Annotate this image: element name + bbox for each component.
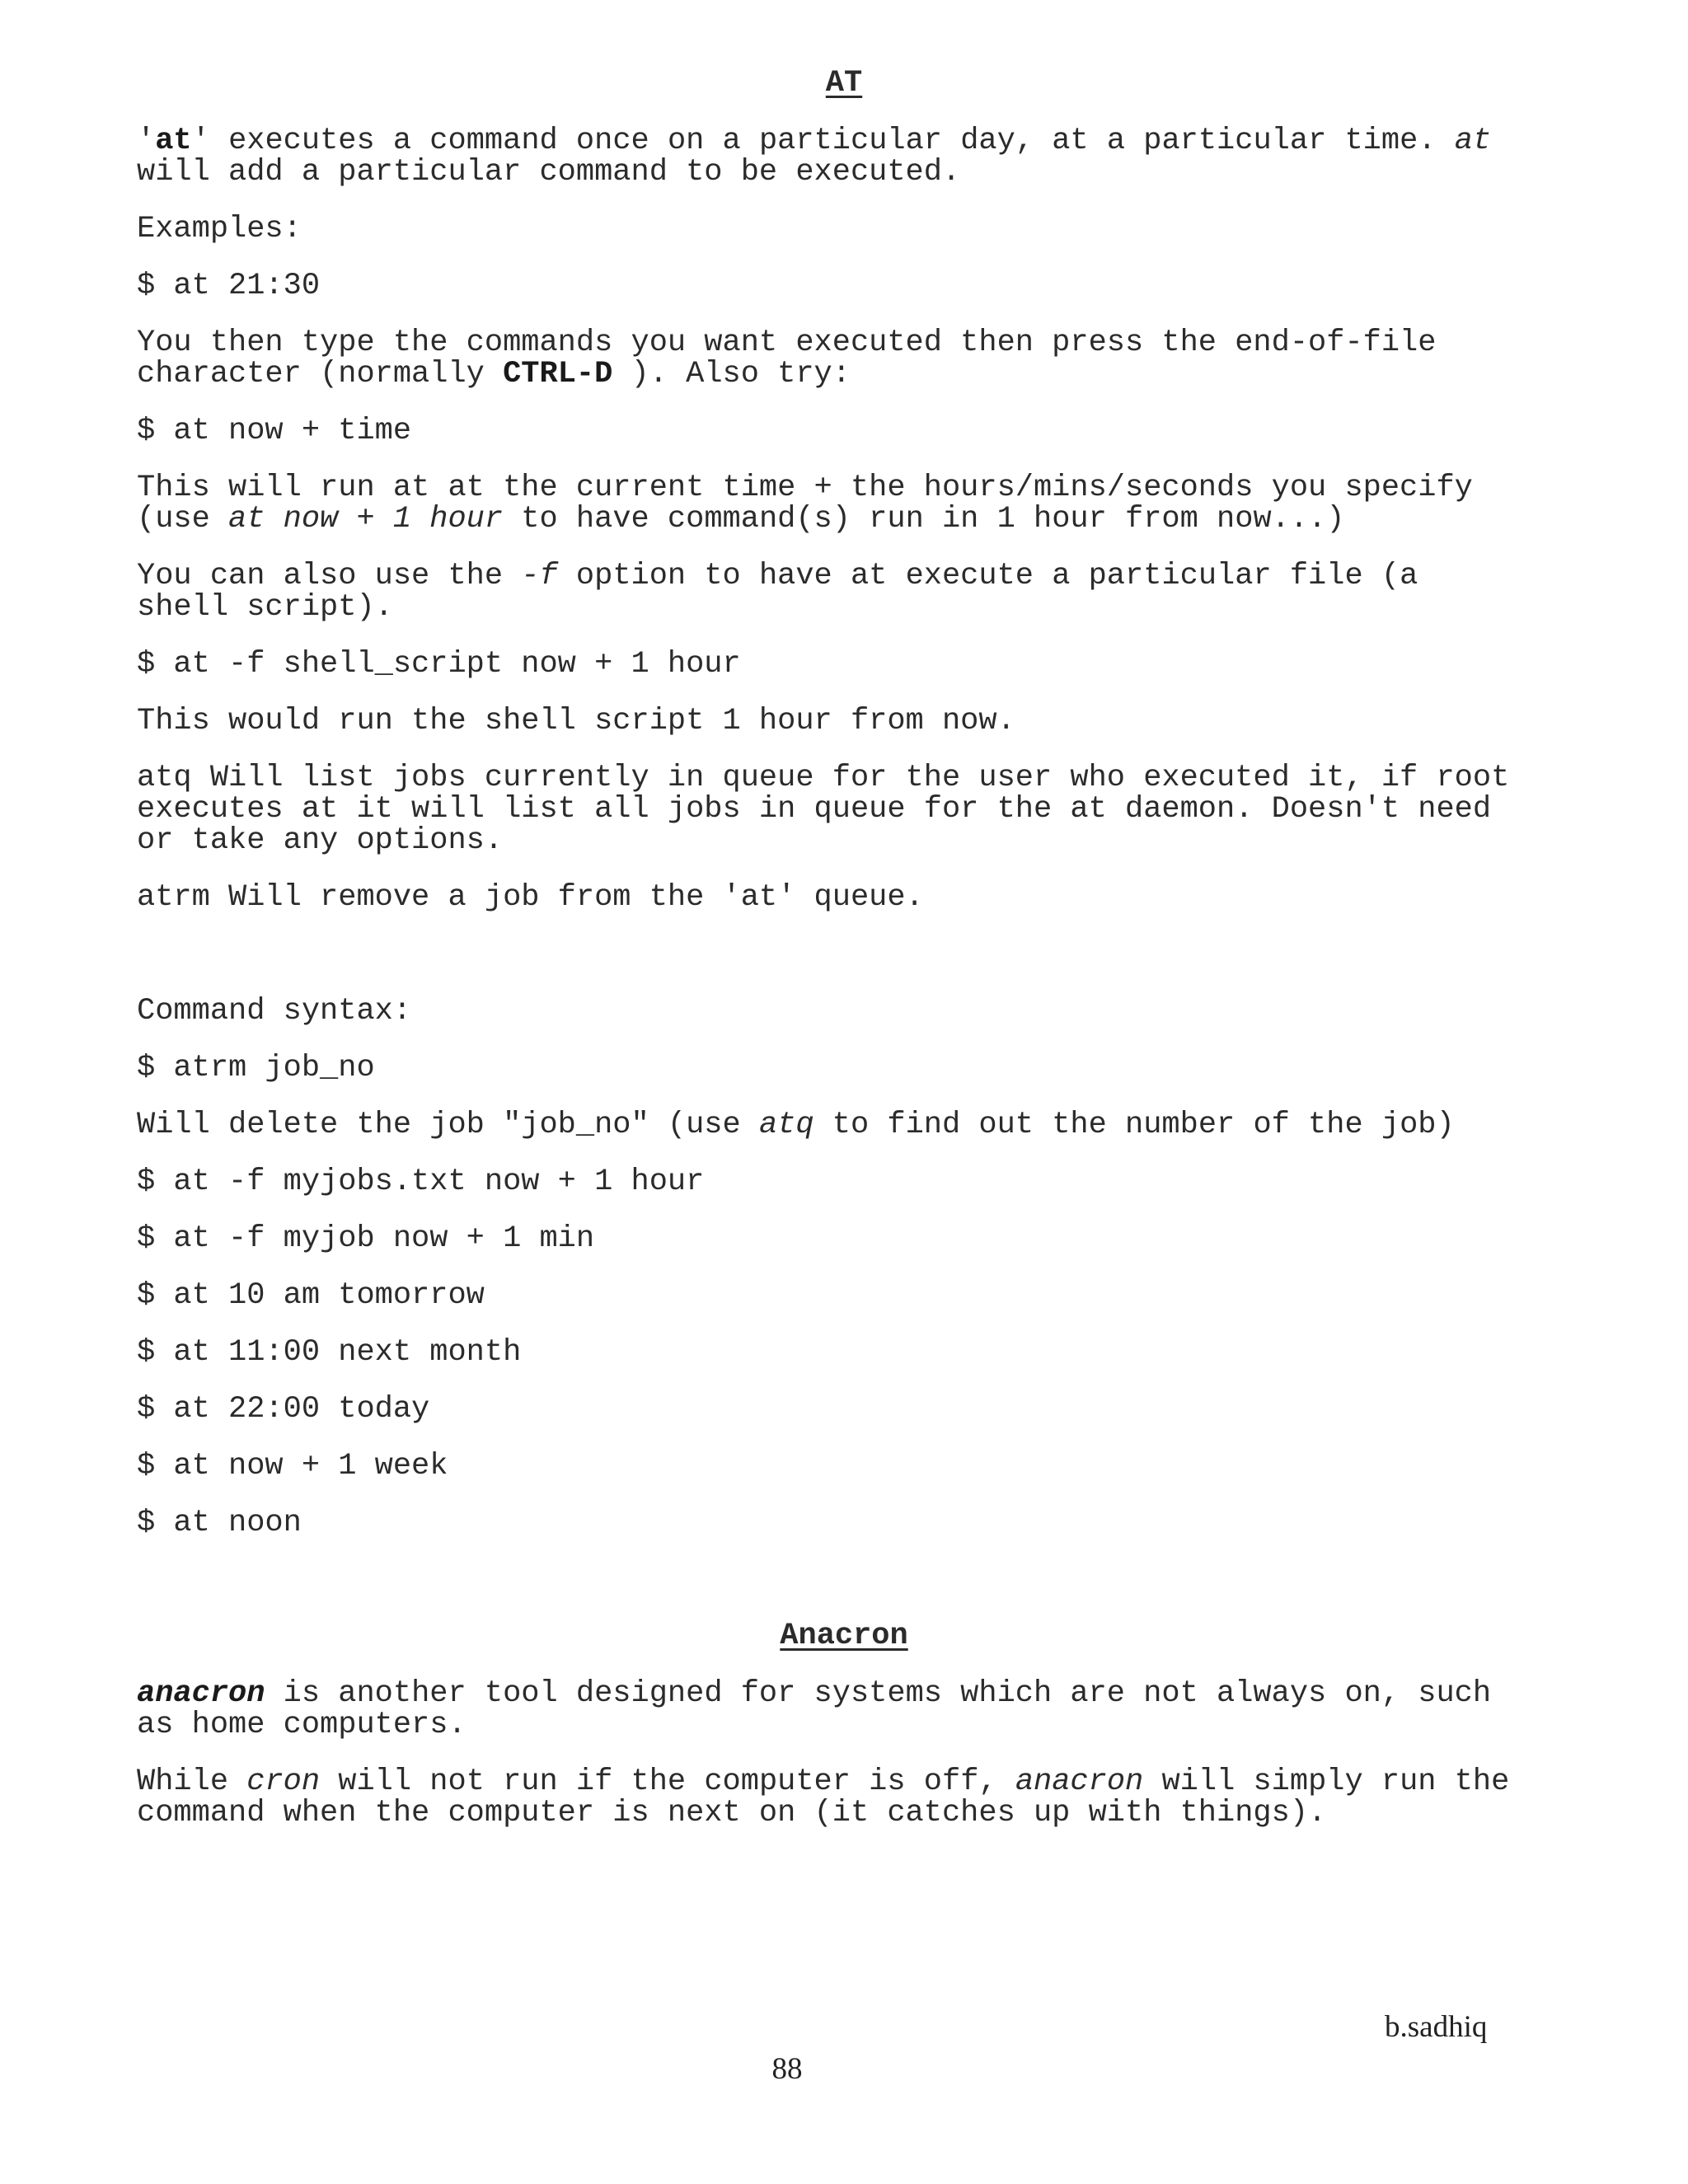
paragraph-line: atrm Will remove a job from the 'at' queue. xyxy=(137,880,924,915)
example-command: $ at noon xyxy=(137,1506,302,1540)
example-command: $ at -f shell_script now + 1 hour xyxy=(137,647,741,682)
ctrl-d-bold: CTRL-D xyxy=(503,357,613,391)
paragraph-line: executes at it will list all jobs in queue for the at daemon. Doesn't need xyxy=(137,792,1492,827)
page-number: 88 xyxy=(771,2052,803,2086)
paragraph-line: as home computers. xyxy=(137,1708,467,1742)
section-title-anacron: Anacron xyxy=(780,1619,908,1653)
example-command: $ at 21:30 xyxy=(137,269,321,303)
example-command: $ at 22:00 today xyxy=(137,1392,430,1427)
author-name: b.sadhiq xyxy=(1385,2010,1488,2044)
example-command: $ at 10 am tomorrow xyxy=(137,1278,485,1313)
at-command-bold: at xyxy=(155,124,192,158)
paragraph-line: atq Will list jobs currently in queue for the user who executed it, if root xyxy=(137,761,1510,795)
example-command: $ at 11:00 next month xyxy=(137,1335,522,1370)
paragraph-line: You then type the commands you want executed then press the end-of-file xyxy=(137,326,1437,360)
syntax-label: Command syntax: xyxy=(137,994,412,1029)
at-intro-line-2: will add a particular command to be executed. xyxy=(137,155,961,190)
paragraph-line: or take any options. xyxy=(137,823,504,858)
paragraph-line: shell script). xyxy=(137,590,393,625)
example-command: $ atrm job_no xyxy=(137,1051,375,1085)
paragraph-line: character (normally CTRL-D ). Also try: xyxy=(137,357,851,391)
paragraph-line: anacron is another tool designed for systems which are not always on, such xyxy=(137,1676,1492,1711)
paragraph-line: This will run at at the current time + the hours/mins/seconds you specify xyxy=(137,471,1473,505)
paragraph-line: Will delete the job "job_no" (use atq to find out the number of the job) xyxy=(137,1108,1455,1142)
paragraph-line: You can also use the -f option to have at execute a particular file (a xyxy=(137,559,1418,593)
example-command: $ at -f myjob now + 1 min xyxy=(137,1221,595,1256)
paragraph-line: (use at now + 1 hour to have command(s) run in 1 hour from now...) xyxy=(137,502,1345,537)
paragraph-line: command when the computer is next on (it catches up with things). xyxy=(137,1796,1327,1830)
examples-label: Examples: xyxy=(137,212,302,246)
at-intro-line-1: 'at' executes a command once on a particular day, at a particular time. at xyxy=(137,124,1492,158)
example-command: $ at now + time xyxy=(137,414,412,448)
paragraph-line: While cron will not run if the computer is off, anacron will simply run the xyxy=(137,1765,1510,1799)
example-command: $ at now + 1 week xyxy=(137,1449,448,1483)
paragraph-line: This would run the shell script 1 hour from now. xyxy=(137,704,1015,738)
section-title-at: AT xyxy=(825,66,863,101)
example-command: $ at -f myjobs.txt now + 1 hour xyxy=(137,1165,705,1199)
anacron-bold-italic: anacron xyxy=(137,1676,265,1711)
